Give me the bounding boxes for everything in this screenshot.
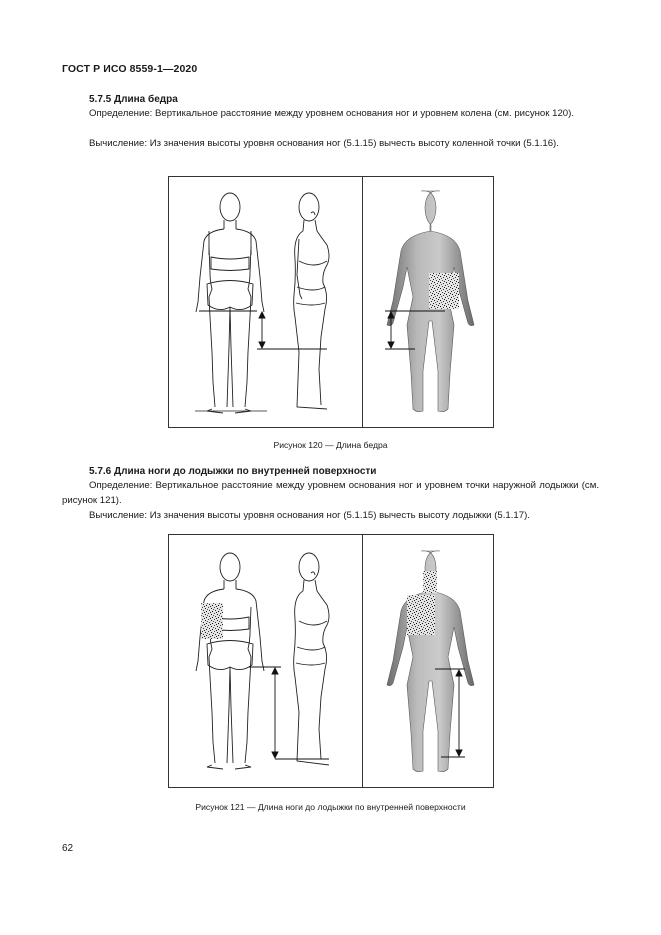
section-heading-5-7-5: 5.7.5 Длина бедра: [89, 94, 178, 105]
calculation-text: Вычисление: Из значения высоты уровня основания ног (5.1.15) вычесть высоту коленной точки (5.1.16).: [89, 138, 559, 149]
figure-120-caption: Рисунок 120 — Длина бедра: [273, 440, 388, 450]
figure-120: [168, 176, 494, 428]
definition-text-5-7-6: Определение: Вертикальное расстояние между уровнем основания ног и уровнем точки наружной лодыжки (см. рисунок 121).: [62, 480, 599, 507]
leg-length-marker-left: [249, 667, 329, 759]
page-number: 62: [62, 843, 74, 854]
side-view-figure: [294, 193, 329, 409]
definition-text: Определение: Вертикальное расстояние между уровнем основания ног и уровнем колена (см. рисунок 120).: [89, 108, 574, 119]
side-view-figure: [294, 553, 329, 765]
drawing-noise-patch: [201, 603, 223, 639]
figure-120-illustration: [169, 177, 493, 427]
calculation-text-5-7-6: Вычисление: Из значения высоты уровня основания ног (5.1.15) вычесть высоту лодыжки (5.1.17).: [89, 510, 530, 521]
definition-paragraph-5-7-6: [62, 478, 599, 508]
section-heading-5-7-6: 5.7.6 Длина ноги до лодыжки по внутренней поверхности: [89, 466, 377, 477]
figure-divider: [362, 177, 363, 427]
document-code: ГОСТ Р ИСО 8559-1—2020: [62, 63, 198, 75]
figure-121-illustration: [169, 535, 493, 787]
figure-divider: [362, 535, 363, 787]
scan-noise-patch-back: [407, 595, 435, 635]
figure-121-caption: Рисунок 121 — Длина ноги до лодыжки по внутренней поверхности: [195, 802, 466, 812]
scan-noise-patch: [429, 273, 459, 309]
scan-figure: [387, 551, 474, 772]
back-view-figure: [196, 553, 264, 769]
calculation-paragraph-5-7-6: [62, 508, 599, 523]
back-view-figure: [196, 193, 264, 413]
scan-figure: [387, 191, 474, 412]
figure-121: [168, 534, 494, 788]
thigh-length-marker-left: [199, 311, 327, 349]
definition-paragraph-5-7-5: [62, 106, 599, 121]
scan-noise-patch-neck: [423, 571, 437, 593]
calculation-paragraph-5-7-5: [62, 136, 599, 151]
